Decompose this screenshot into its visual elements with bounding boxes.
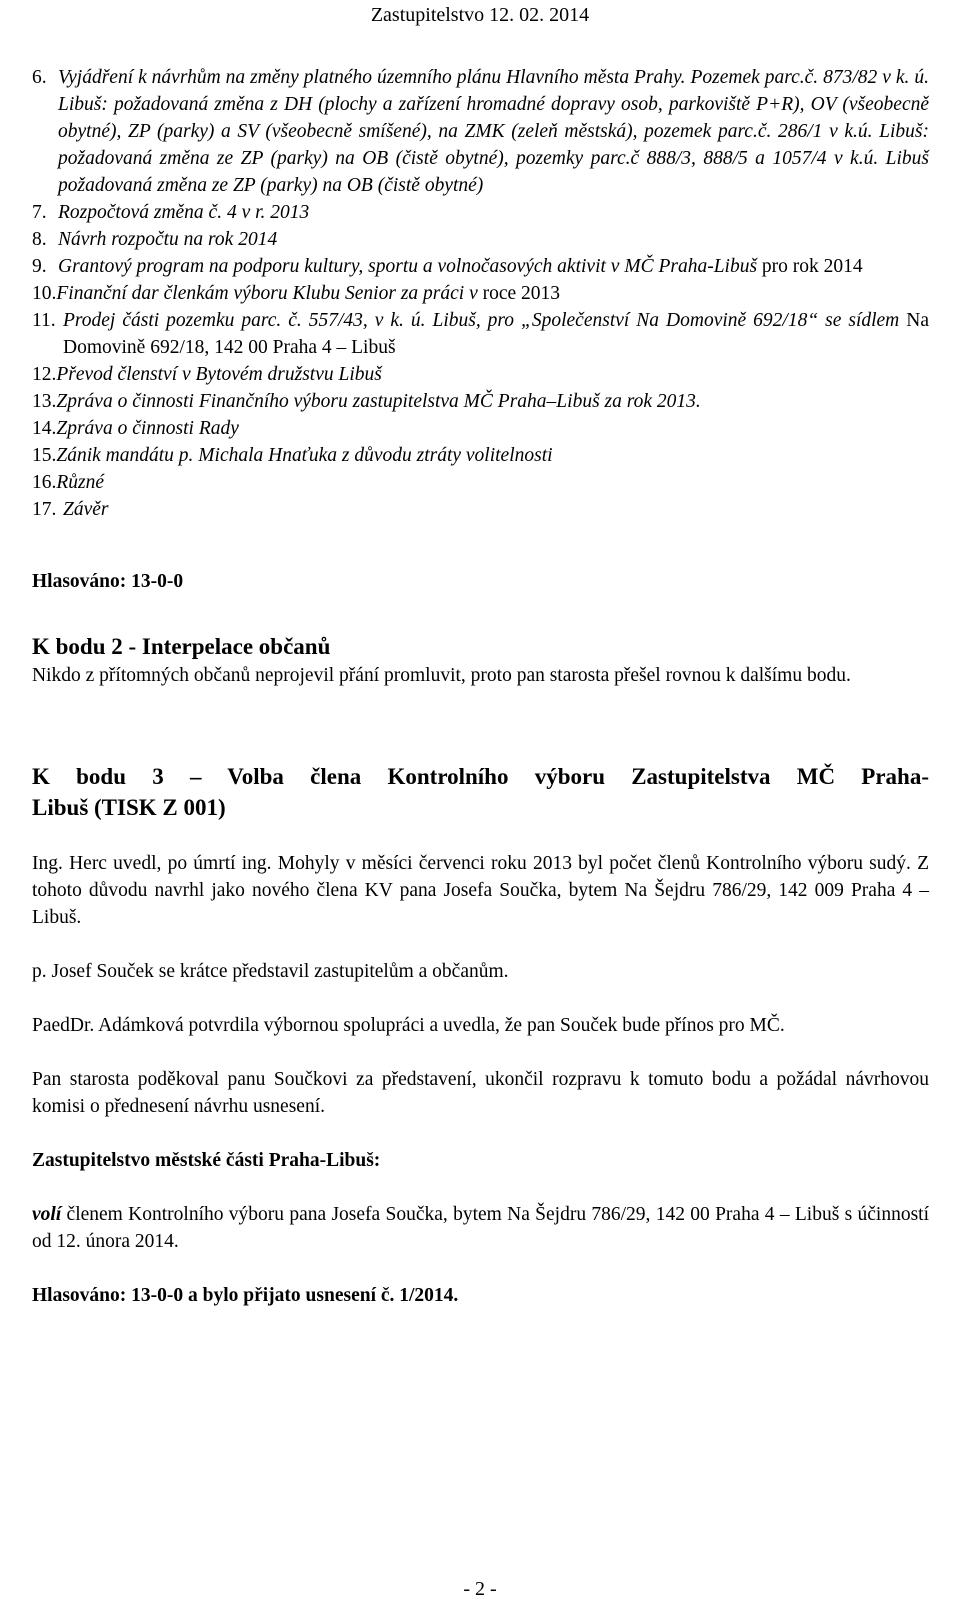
agenda-text: Zpráva o činnosti Rady [56,418,239,439]
agenda-number: 8. [32,229,47,250]
agenda-number: 7. [32,202,47,223]
spacer [32,823,929,850]
agenda-text: Grantový program na podporu kultury, sportu a volnočasových aktivit v MČ Praha-Libuš [58,256,758,277]
agenda-text-upright: pro rok 2014 [761,256,863,277]
agenda-item [32,199,929,226]
spacer [32,689,929,734]
agenda-item [32,280,929,307]
agenda-number: 9. [32,256,47,277]
spacer [32,1120,929,1147]
agenda-item [32,361,929,388]
agenda-item [32,253,929,280]
spacer [32,595,929,631]
agenda-item [32,442,929,469]
agenda-item [32,388,929,415]
agenda-text-container [56,280,929,307]
agenda-number: 14. [32,418,57,439]
agenda-number: 12. [32,364,57,385]
agenda-text-container [63,307,929,361]
spacer [32,985,929,1012]
agenda-item [32,64,929,199]
agenda-text-upright: Na Domovině 692/18, 142 00 Praha 4 – Libuš [63,310,930,358]
paragraph: p. Josef Souček se krátce představil zastupitelům a občanům. [32,961,509,982]
agenda-item [32,415,929,442]
agenda-item [32,307,929,361]
agenda-text: Finanční dar členkám výboru Klubu Senior za práci v [56,283,478,304]
agenda-item [32,226,929,253]
vote-result: Hlasováno: 13-0-0 a bylo přijato usnesení č. 1/2014. [32,1285,459,1306]
resolution-text [32,1201,929,1255]
agenda-text-upright: roce 2013 [482,283,561,304]
agenda-number: 11. [32,310,56,331]
paragraph: PaedDr. Adámková potvrdila výbornou spolupráci a uvedla, že pan Souček bude přínos pro MČ. [32,1015,785,1036]
agenda-number: 15. [32,445,57,466]
agenda-text: Různé [56,472,105,493]
paragraph: Nikdo z přítomných občanů neprojevil přání promluvit, proto pan starosta přešel rovnou k dalšímu bodu. [32,665,851,686]
agenda-number: 10. [32,283,57,304]
agenda-number: 13. [32,391,57,412]
page-header: Zastupitelstvo 12. 02. 2014 [370,4,590,26]
page-number: - 2 - [463,1578,497,1600]
agenda-text: Zánik mandátu p. Michala Hnaťuka z důvodu ztráty volitelnosti [56,445,553,466]
agenda-text: Vyjádření k návrhům na změny platného územního plánu Hlavního města Prahy. Pozemek parc.č. 873/82 v k. ú. Libuš: požadovaná změna z DH (plochy a zařízení hromadné dopravy osob, parkoviště P+R), OV (všeobecně obytné), ZP (parky) a SV (všeobecně smíšené), na ZMK (zeleň městská), pozemek parc.č. 286/1 v k.ú. Libuš: požadovaná změna ze ZP (parky) na OB (čistě obytné), pozemky parc.č 888/3, 888/5 a 1057/4 v k.ú. Libuš požadovaná změna ze ZP (parky) na OB (čistě obytné) [58,67,929,196]
agenda-item [32,496,929,523]
spacer [32,931,929,958]
section-heading-line2: Libuš (TISK Z 001) [32,795,226,820]
spacer [32,1174,929,1201]
agenda-number: 16. [32,472,57,493]
vote-result: Hlasováno: 13-0-0 [32,571,184,592]
spacer [32,1039,929,1066]
agenda-number: 17. [32,499,57,520]
agenda-text-container [58,253,929,280]
agenda-text: Prodej části pozemku parc. č. 557/43, v k. ú. Libuš, pro „Společenství Na Domovině 692/18“ se sídlem [63,310,900,331]
resolution-heading: Zastupitelstvo městské části Praha-Libuš: [32,1150,381,1171]
spacer [32,734,929,761]
spacer [32,523,929,568]
agenda-number: 6. [32,67,47,88]
paragraph: Pan starosta poděkoval panu Součkovi za představení, ukončil rozpravu k tomuto bodu a požádal návrhovou komisi o přednesení návrhu usnesení. [32,1069,929,1117]
agenda-text: Závěr [63,499,109,520]
document-body [32,64,929,1309]
agenda-text: Návrh rozpočtu na rok 2014 [58,229,278,250]
agenda-item [32,469,929,496]
resolution-body: členem Kontrolního výboru pana Josefa Součka, bytem Na Šejdru 786/29, 142 00 Praha 4 – Libuš s účinností od 12. února 2014. [32,1204,929,1252]
agenda-text: Převod členství v Bytovém družstvu Libuš [56,364,382,385]
paragraph: Ing. Herc uvedl, po úmrtí ing. Mohyly v měsíci červenci roku 2013 byl počet členů Kontrolního výboru sudý. Z tohoto důvodu navrhl jako nového člena KV pana Josefa Součka, bytem Na Šejdru 786/29, 142 009 Praha 4 – Libuš. [32,853,929,928]
resolution-verb: volí [32,1204,62,1225]
section-heading: K bodu 2 - Interpelace občanů [32,634,331,659]
section-heading-line1: K bodu 3 – Volba člena Kontrolního výboru Zastupitelstva MČ Praha- [32,764,929,789]
agenda-text: Zpráva o činnosti Finančního výboru zastupitelstva MČ Praha–Libuš za rok 2013. [56,391,701,412]
agenda-text: Rozpočtová změna č. 4 v r. 2013 [58,202,310,223]
spacer [32,1255,929,1282]
